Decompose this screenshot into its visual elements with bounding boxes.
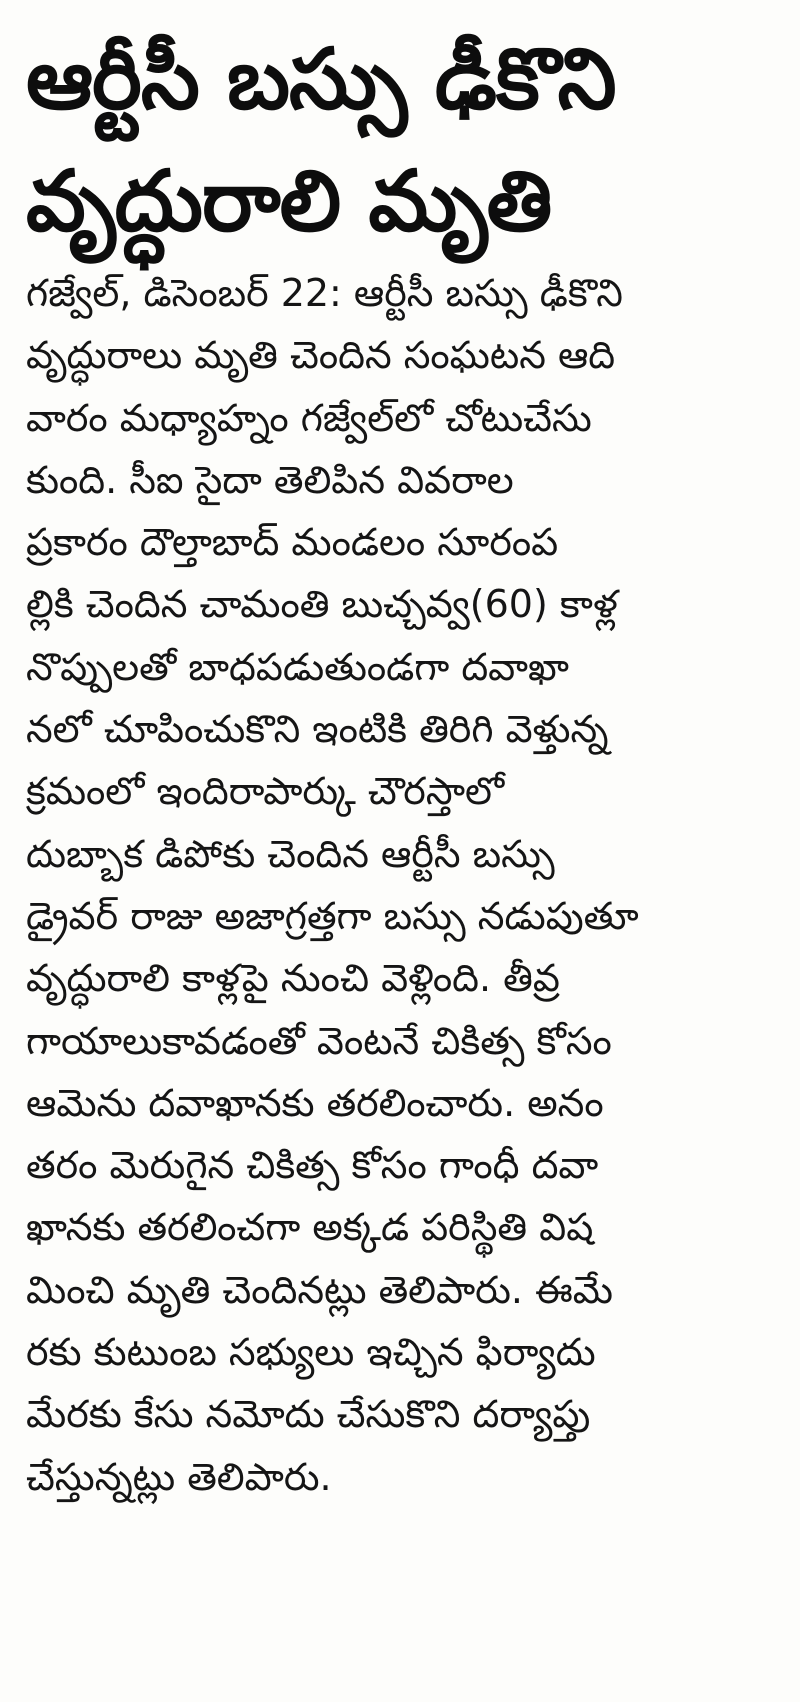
article-headline <box>26 18 776 262</box>
article-body <box>26 262 776 1508</box>
body-line: రకు కుటుంబ సభ్యులు ఇచ్చిన ఫిర్యాదు <box>26 1330 596 1375</box>
body-line: నొప్పులతో బాధపడుతుండగా దవాఖా <box>26 644 569 689</box>
body-line: గాయాలుకావడంతో వెంటనే చికిత్స కోసం <box>26 1018 612 1063</box>
headline-line-1: ఆర్టీసీ బస్సు ఢీకొని <box>26 30 616 128</box>
body-line: వృద్ధురాలి కాళ్లపై నుంచి వెళ్లింది. తీవ్ర <box>26 956 560 1001</box>
body-line: ప్రకారం దౌల్తాబాద్ మండలం సూరంప <box>26 520 559 565</box>
body-line: ల్లికి చెందిన చామంతి బుచ్చవ్వ(60) కాళ్ల <box>26 582 618 627</box>
body-line: వృద్ధురాలు మృతి చెందిన సంఘటన ఆది <box>26 333 616 378</box>
body-line: నలో చూపించుకొని ఇంటికి తిరిగి వెళ్తున్న <box>26 707 609 752</box>
body-line: మించి మృతి చెందినట్లు తెలిపారు. ఈమే <box>26 1267 614 1312</box>
body-line: చేస్తున్నట్లు తెలిపారు. <box>26 1454 332 1499</box>
body-line: దుబ్బాక డిపోకు చెందిన ఆర్టీసీ బస్సు <box>26 831 555 876</box>
body-line-dateline: గజ్వేల్, డిసెంబర్ 22: ఆర్టీసీ బస్సు ఢీకొని <box>26 271 623 315</box>
body-line: కుంది. సీఐ సైదా తెలిపిన వివరాల <box>26 457 514 502</box>
body-line: తరం మెరుగైన చికిత్స కోసం గాంధీ దవా <box>26 1143 599 1188</box>
headline-line-2: వృద్ధురాలి మృతి <box>26 152 552 250</box>
body-line: వారం మధ్యాహ్నం గజ్వేల్‌లో చోటుచేసు <box>26 395 592 440</box>
body-line: ఆమెను దవాఖానకు తరలించారు. అనం <box>26 1080 604 1125</box>
body-line: క్రమంలో ఇందిరాపార్కు చౌరస్తాలో <box>26 769 505 814</box>
body-line: డ్రైవర్ రాజు అజాగ్రత్తగా బస్సు నడుపుతూ <box>26 893 639 938</box>
body-line: ఖానకు తరలించగా అక్కడ పరిస్థితి విష <box>26 1205 594 1250</box>
body-line: మేరకు కేసు నమోదు చేసుకొని దర్యాప్తు <box>26 1392 591 1437</box>
